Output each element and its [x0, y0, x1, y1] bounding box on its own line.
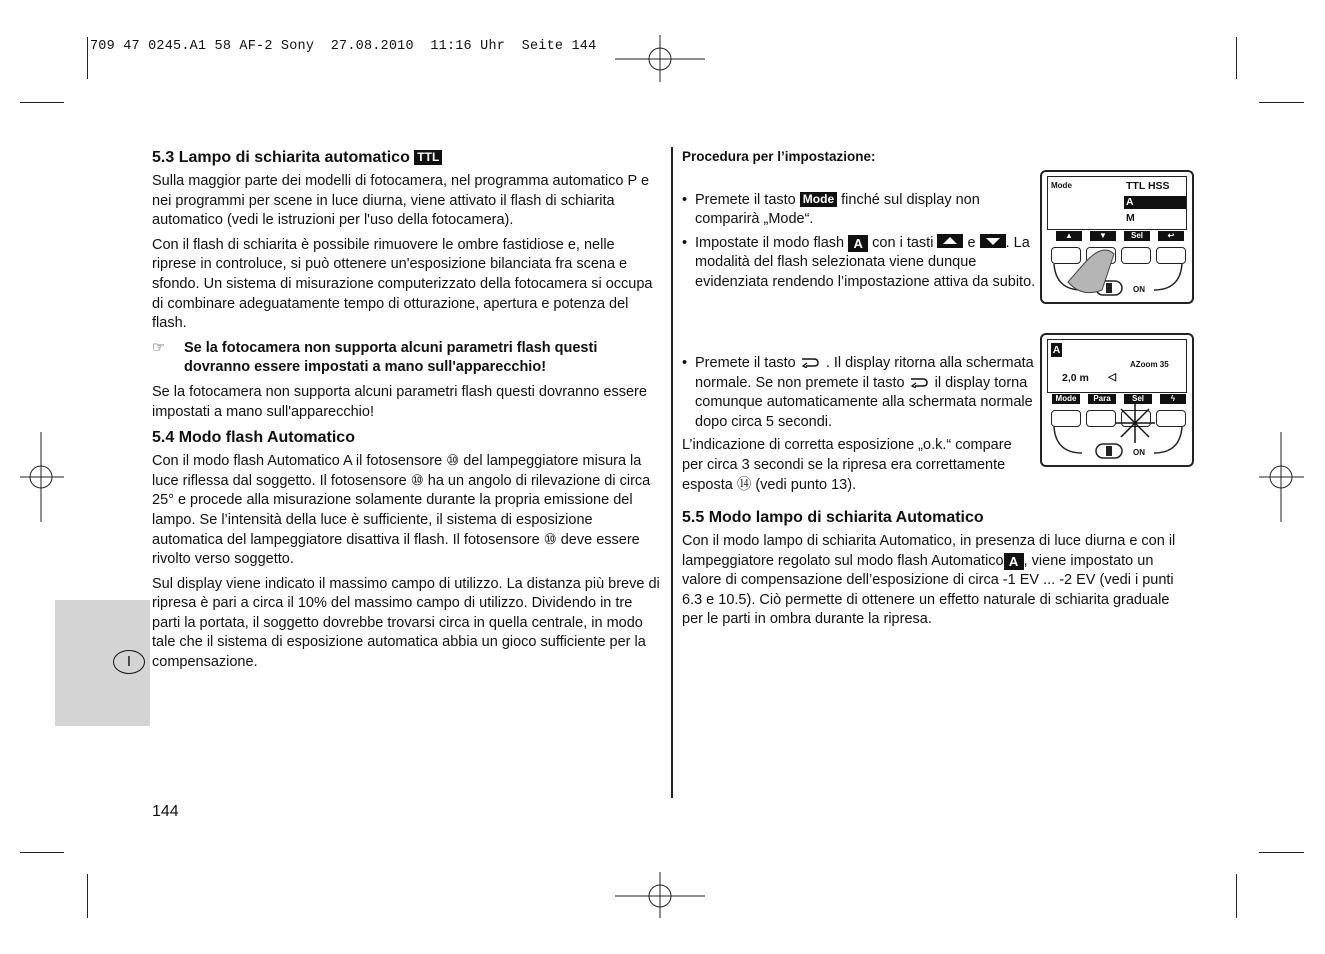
return-key-icon-2 [909, 376, 931, 388]
step-return-text-start: Premete il tasto [695, 355, 796, 371]
section-5-4-paragraph-1: Con il modo flash Automatico A il fotosensore ⑩ del lampeggiatore misura la luce riflessa dal soggetto. Il fotosensore ⑩ ha un angolo di rilevazione di circa 25° e procede alla misurazione solamente durante la propria emissione del lampo. Se l’intensità della luce è sufficiente, il sistema di esposizione automatica del lampeggiatore disattiva il flash. Il fotosensore ⑩ deve essere rivolto verso soggetto. [152, 453, 651, 568]
right-column-lower [682, 354, 1037, 500]
auto-mode-badge: A [848, 235, 868, 252]
section-5-5-text-start: Con il modo lampo di schiarita Automatico, in presenza di luce diurna e con il lampeggiatore regolato sul modo flash Automatico [682, 533, 1176, 569]
flash-display-illustration-2 [1040, 333, 1194, 467]
section-5-5-title: 5.5 Modo lampo di schiarita Automatico [682, 509, 984, 526]
section-5-3-title: 5.3 Lampo di schiarita automatico [152, 149, 410, 166]
mode-key-badge: Mode [800, 192, 837, 207]
up-arrow-key-icon [937, 234, 963, 248]
section-5-3-paragraph-3: Se la fotocamera non supporta alcuni parametri flash questi dovranno essere impostati a mano sull'apparecchio! [152, 383, 647, 420]
press-burst-icon [1115, 403, 1155, 443]
right-column [682, 147, 1037, 297]
display-menu-title: TTL HSS [1126, 180, 1170, 192]
display-auto-mode-icon: A [1052, 344, 1061, 356]
procedure-title: Procedura per l’impostazione: [682, 149, 876, 164]
section-5-5 [682, 507, 1192, 635]
display-option-a-selected: A [1124, 196, 1186, 209]
step-mode-text-end: finché sul display non comparirà „Mode“. [695, 191, 980, 228]
display-option-m: M [1126, 212, 1135, 224]
page-number: 144 [152, 803, 179, 820]
display-zoom: AZoom 35 [1130, 360, 1169, 369]
section-5-4-paragraph-2: Sul display viene indicato il massimo campo di utilizzo. La distanza più breve di ripresa è pari a circa il 10% del massimo campo di utilizzo. Dividendo in tre parti la portata, il soggetto dovrebbe trovarsi circa in quella centrale, in modo tale che il sistema di esposizione automatica abbia un gioco sufficiente per la compensazione. [152, 575, 660, 671]
auto-mode-badge-2: A [1004, 553, 1024, 570]
down-arrow-key-icon [980, 234, 1006, 248]
display-mode-label: Mode [1051, 181, 1072, 190]
step-flash-text-mid: con i tasti [872, 234, 934, 251]
softkey-flash-icon: ϟ [1160, 394, 1186, 404]
ttl-badge: TTL [414, 150, 442, 165]
language-code: I [113, 650, 145, 674]
step-flash-text-end: . La modalità del flash selezionata viene dunque evidenziata rendendo l’impostazione attiva da subito. [695, 234, 1036, 290]
display-2-wiring [1042, 335, 1192, 465]
display-1-wiring [1042, 172, 1192, 302]
softkey-para: Para [1088, 394, 1116, 404]
pointing-hand-icon: ☞ [152, 339, 165, 356]
softkey-return-icon: ↩ [1158, 231, 1184, 241]
section-5-3-paragraph-1: Sulla maggior parte dei modelli di fotocamera, nel programma automatico P e nei programmi per scene in luce diurna, viene attivato il flash di schiarita automatico (vedi le istruzioni per l'uso della fotocamera). [152, 173, 650, 229]
step-mode-text-start: Premete il tasto [695, 191, 796, 208]
section-5-3-paragraph-2: Con il flash di schiarita è possibile rimuovere le ombre fastidiose e, nelle riprese in controluce, si può ottenere un'esposizione bilanciata fra scena e sfondo. Un sistema di misurazione computerizzato della fotocamera si occupa di combinare adeguatamente tempo di otturazione, apertura e potenza del flash. [152, 236, 653, 332]
ok-indicator-paragraph: L’indicazione di corretta esposizione „o.k.“ compare per circa 3 secondi se la ripresa era correttamente esposta ⑭ (vedi punto 13). [682, 437, 1012, 493]
hint-note-text: Se la fotocamera non supporta alcuni parametri flash questi dovranno essere impostati a mano sull'apparecchio! [184, 339, 598, 376]
return-key-icon [800, 356, 822, 368]
on-label-2: ON [1133, 448, 1145, 457]
step-mode: • Premete il tasto Mode finché sul display non comparirà „Mode“. [682, 191, 980, 228]
section-5-3-heading [152, 147, 662, 168]
softkey-down-icon: ▼ [1090, 231, 1116, 241]
step-return-text-mid: . Il display ritorna alla schermata normale. Se non premete il tasto [695, 355, 1034, 391]
softkey-sel-2: Sel [1124, 394, 1152, 404]
on-label-1: ON [1133, 285, 1145, 294]
flash-display-illustration-1 [1040, 170, 1194, 304]
step-return: • Premete il tasto . Il display ritorna alla schermata normale. Se non premete il tasto il display torna comunque automaticamente alla schermata normale dopo circa 5 secondi. [682, 355, 1034, 430]
softkey-sel: Sel [1124, 231, 1150, 241]
step-return-text-end: il display torna comunque automaticamente alla schermata normale dopo circa 5 secondi. [695, 374, 1033, 430]
printer-slug: 709 47 0245.A1 58 AF-2 Sony 27.08.2010 11:16 Uhr Seite 144 [90, 39, 597, 54]
display-distance: 2,0 m [1062, 372, 1089, 384]
section-5-5-paragraph [682, 532, 1192, 630]
section-5-4-title: 5.4 Modo flash Automatico [152, 429, 355, 447]
softkey-mode: Mode [1052, 394, 1080, 404]
step-flash-mode: • Impostate il modo flash A con i tasti e . La modalità del flash selezionata viene dunque evidenziata rendendo l’impostazione attiva da subito. [682, 234, 1036, 290]
speaker-icon: ◁ [1108, 371, 1117, 383]
language-tab [55, 600, 150, 726]
softkey-up-icon: ▲ [1056, 231, 1082, 241]
left-column [152, 147, 662, 678]
hint-note [152, 339, 662, 378]
step-flash-text-start: Impostate il modo flash [695, 234, 845, 251]
step-flash-text-and: e [967, 234, 976, 251]
column-divider [671, 147, 673, 798]
section-5-5-text-end: , viene impostato un valore di compensazione dell’esposizione di circa -1 EV ... -2 EV (vedi i punti 6.3 e 10.5). Ciò permette di ottenere un effetto naturale di schiarita graduale per le parti in ombra durante la ripresa. [682, 552, 1174, 628]
